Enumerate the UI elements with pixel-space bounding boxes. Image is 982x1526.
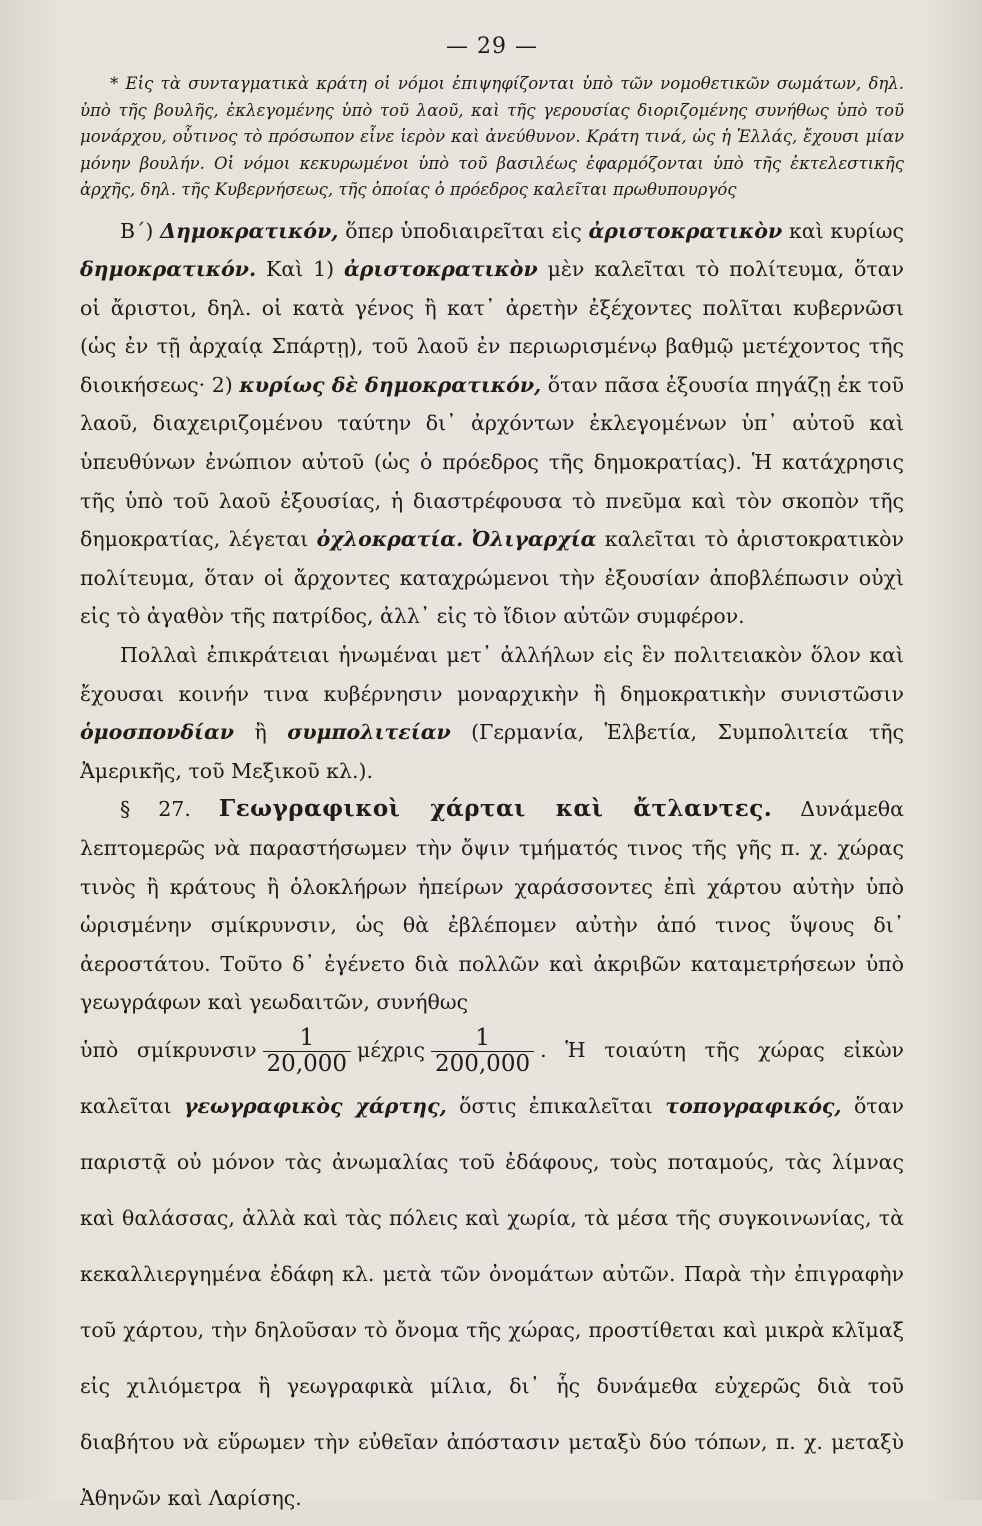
- term-topographic: τοπογραφικός,: [665, 1093, 842, 1118]
- term-oligarchy: Ὀλιγαρχία: [471, 527, 597, 552]
- fraction-denominator: 200,000: [431, 1051, 534, 1077]
- para1-text1: ὅπερ ὑποδιαιρεῖται εἰς: [345, 218, 582, 243]
- footnote: [80, 71, 904, 204]
- term-confederation: ὁμοσπονδίαν: [80, 720, 234, 745]
- para3-text3: μέχρις: [357, 1037, 425, 1062]
- para3-text6: ὅταν παριστᾷ οὐ μόνον τὰς ἀνωμαλίας τοῦ ἐδάφους, τοὺς ποταμούς, τὰς λίμνας καὶ θαλάσσας, ἀλλὰ καὶ τὰς πόλεις καὶ χωρία, τὰ μέσα τῆς συγκοινωνίας, τὰ κεκαλλιεργημένα ἐδάφη κλ. μετὰ τῶν ὀνομάτων αὐτῶν. Παρὰ τὴν ἐπιγραφὴν τοῦ χάρτου, τὴν δηλοῦσαν τὸ ὄνομα τῆς χώρας, προστίθεται καὶ μικρὰ κλῖμαξ εἰς χιλιόμετρα ἢ γεωγραφικὰ μίλια, δι᾿ ἧς δυνάμεθα εὐχερῶς διὰ τοῦ διαβήτου νὰ εὕρωμεν τὴν εὐθεῖαν ἀπόστασιν μεταξὺ δύο τόπων, π. χ. μεταξὺ Ἀθηνῶν καὶ Λαρίσης.: [80, 1093, 904, 1510]
- paragraph-federation: [80, 636, 904, 790]
- term-geographic-map: γεωγραφικὸς χάρτης,: [183, 1093, 447, 1118]
- page-number: — 29 —: [446, 34, 538, 59]
- term-democratic: Δημοκρατικόν,: [160, 218, 339, 243]
- para2-text1: Πολλαὶ ἐπικράτειαι ἡνωμέναι μετ᾿ ἀλλήλων εἰς ἓν πολιτειακὸν ὅλον καὶ ἔχουσαι κοινήν τινα κυβέρνησιν μοναρχικὴν ἢ δημοκρατικὴν συνιστῶσιν: [80, 643, 904, 706]
- term-federation: συμπολιτείαν: [287, 720, 451, 745]
- para3-text1: Δυνάμεθα λεπτομερῶς νὰ παραστήσωμεν τὴν ὄψιν τμήματός τινος τῆς γῆς π. χ. χώρας τινὸς ἢ κράτους ἢ ὁλοκλήρων ἠπείρων χαράσσοντες ἐπὶ χάρτου αὐτὴν ὑπὸ ὡρισμένην σμίκρυνσιν, ὡς θὰ ἐβλέπομεν αὐτὴν ἀπό τινος ὕψους δι᾿ ἀεροστάτου. Τοῦτο δ᾿ ἐγένετο διὰ πολλῶν καὶ ἀκριβῶν καταμετρήσεων ὑπὸ γεωγράφων καὶ γεωδαιτῶν, συνήθως: [80, 797, 904, 1015]
- list-marker: Β΄): [120, 218, 154, 243]
- fraction-numerator: 1: [475, 1024, 490, 1051]
- para1-text3: Καὶ 1): [266, 257, 335, 282]
- para3-text5: ὅστις ἐπικαλεῖται: [459, 1093, 653, 1118]
- paragraph-democratic: [80, 212, 904, 637]
- scale-fraction-1: [263, 1026, 351, 1078]
- para2-text3: (Γερμανία, Ἑλβετία, Συμπολιτεία τῆς Ἀμερικῆς, τοῦ Μεξικοῦ κλ.).: [80, 720, 904, 783]
- para1-text6: καλεῖται τὸ ἀριστοκρατικὸν πολίτευμα, ὅταν οἱ ἄρχοντες καταχρώμενοι τὴν ἐξουσίαν ἀποβλέπωσιν οὐχὶ εἰς τὸ ἀγαθὸν τῆς πατρίδος, ἀλλ᾿ εἰς τὸ ἴδιον αὐτῶν συμφέρον.: [80, 527, 904, 629]
- section-title: Γεωγραφικοὶ χάρται καὶ ἄτλαντες.: [218, 795, 773, 823]
- term-ochlocracy: ὀχλοκρατία.: [316, 527, 464, 552]
- section-number: § 27.: [120, 797, 191, 822]
- term-democratic-proper: δημοκρατικόν.: [80, 257, 257, 282]
- footnote-text: Εἰς τὰ συνταγματικὰ κράτη οἱ νόμοι ἐπιψηφίζονται ὑπὸ τῶν νομοθετικῶν σωμάτων, δηλ. ὑπὸ τῆς βουλῆς, ἐκλεγομένης ὑπὸ τοῦ λαοῦ, καὶ τῆς γερουσίας διοριζομένης συνήθως ὑπὸ τοῦ μονάρχου, οὗτινος τὸ πρόσωπον εἶνε ἱερὸν καὶ ἀνεύθυνον. Κράτη τινά, ὡς ἡ Ἑλλάς, ἔχουσι μίαν μόνην βουλήν. Οἱ νόμοι κεκυρωμένοι ὑπὸ τοῦ βασιλέως ἐφαρμόζονται ὑπὸ τῆς ἐκτελεστικῆς ἀρχῆς, δηλ. τῆς Κυβερνήσεως, τῆς ὁποίας ὁ πρόεδρος καλεῖται πρωθυπουργός: [80, 74, 904, 199]
- para3-text2: ὑπὸ σμίκρυνσιν: [80, 1037, 257, 1062]
- para1-text5: ὅταν πᾶσα ἐξουσία πηγάζῃ ἐκ τοῦ λαοῦ, διαχειριζομένου ταύτην δι᾿ ἀρχόντων ἐκλεγομένων ὑπ᾿ αὐτοῦ καὶ ὑπευθύνων ἐνώπιον αὐτοῦ (ὡς ὁ πρόεδρος τῆς δημοκρατίας). Ἡ κατάχρησις τῆς ὑπὸ τοῦ λαοῦ ἐξουσίας, ἡ διαστρέφουσα τὸ πνεῦμα καὶ τὸν σκοπὸν τῆς δημοκρατίας, λέγεται: [80, 372, 904, 552]
- para1-text2: καὶ κυρίως: [788, 218, 904, 243]
- term-aristocratic: ἀριστοκρατικὸν: [588, 218, 783, 243]
- footnote-marker: *: [110, 74, 119, 93]
- para1-text4: μὲν καλεῖται τὸ πολίτευμα, ὅταν οἱ ἄριστοι, δηλ. οἱ κατὰ γένος ἢ κατ᾿ ἀρετὴν ἐξέχοντες πολῖται κυβερνῶσι (ὡς ἐν τῇ ἀρχαίᾳ Σπάρτῃ), τοῦ λαοῦ ἐν περιωρισμένῳ βαθμῷ μετέχοντος τῆς διοικήσεως· 2): [80, 257, 904, 397]
- term-aristocratic-2: ἀριστοκρατικὸν: [344, 257, 538, 282]
- para3-text4: . Ἡ τοιαύτη τῆς χώρας εἰκὼν καλεῖται: [80, 1037, 904, 1118]
- fraction-numerator: 1: [299, 1024, 315, 1051]
- paragraph-maps-continued: [80, 1022, 904, 1526]
- fraction-denominator: 20,000: [263, 1051, 351, 1077]
- para2-text2: ἢ: [254, 720, 267, 745]
- term-properly-democratic: κυρίως δὲ δημοκρατικόν,: [239, 372, 542, 397]
- paragraph-maps: [80, 790, 904, 1022]
- scale-fraction-2: [431, 1026, 534, 1078]
